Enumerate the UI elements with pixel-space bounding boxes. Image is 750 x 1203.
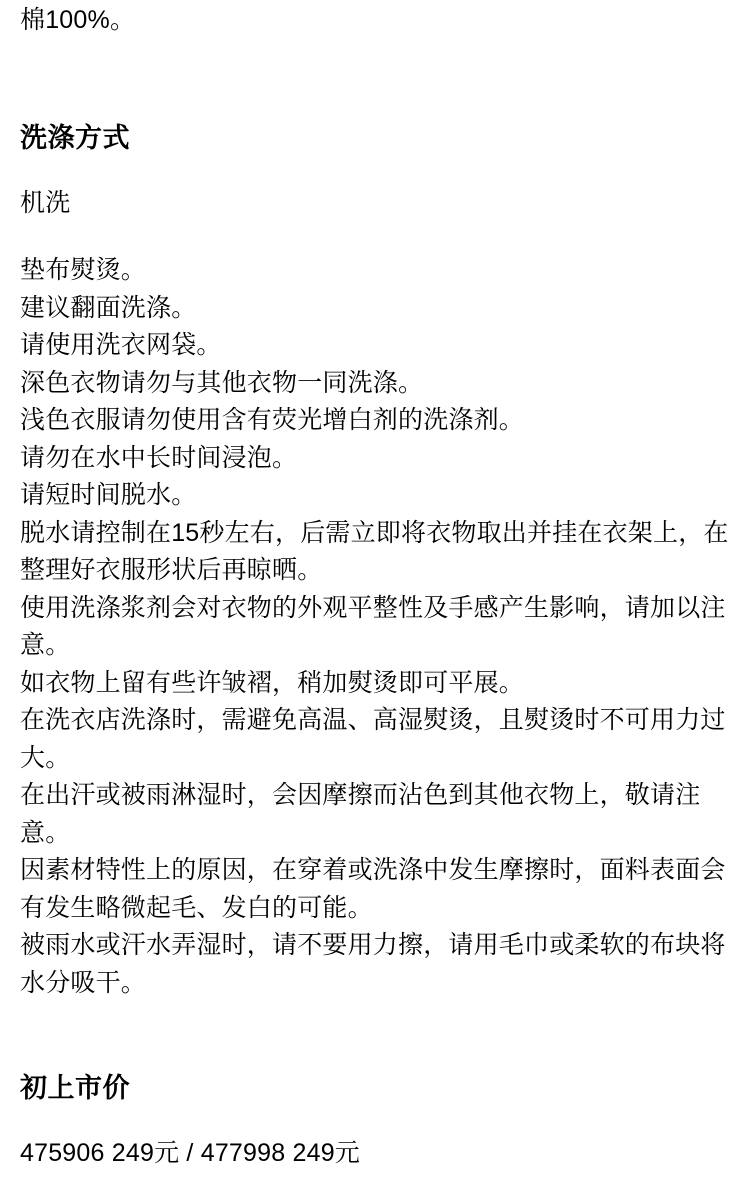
list-item: 脱水请控制在15秒左右，后需立即将衣物取出并挂在衣架上，在整理好衣服形状后再晾晒。 (20, 518, 729, 584)
list-item: 在出汗或被雨淋湿时，会因摩擦而沾色到其他衣物上，敬请注意。 (20, 781, 701, 847)
list-item: 深色衣物请勿与其他衣物一同洗涤。 (20, 368, 424, 397)
list-item: 使用洗涤浆剂会对衣物的外观平整性及手感产生影响，请加以注意。 (20, 593, 726, 659)
material-composition-text: 棉100%。 (20, 6, 136, 34)
list-item: 建议翻面洗涤。 (20, 293, 197, 322)
list-item: 请短时间脱水。 (20, 481, 197, 509)
list-item: 请使用洗衣网袋。 (20, 331, 222, 359)
list-item: 在洗衣店洗涤时，需避免高温、高湿熨烫，且熨烫时不可用力过大。 (20, 706, 726, 772)
list-item: 请勿在水中长时间浸泡。 (20, 443, 298, 472)
list-item: 因素材特性上的原因，在穿着或洗涤中发生摩擦时，面料表面会有发生略微起毛、发白的可能。 (20, 856, 726, 922)
initial-price-text: 475906 249元 / 477998 249元 (20, 1139, 360, 1167)
wash-method-intro: 机洗 (20, 188, 71, 217)
list-item: 浅色衣服请勿使用含有荧光增白剂的洗涤剂。 (20, 406, 525, 434)
list-item: 垫布熨烫。 (20, 256, 147, 284)
list-item: 被雨水或汗水弄湿时，请不要用力擦，请用毛巾或柔软的布块将水分吸干。 (20, 931, 726, 997)
section-heading-price: 初上市价 (20, 1073, 130, 1103)
list-item: 如衣物上留有些许皱褶，稍加熨烫即可平展。 (20, 668, 525, 697)
wash-instruction-list (20, 252, 730, 1002)
section-heading-wash: 洗涤方式 (20, 122, 130, 153)
